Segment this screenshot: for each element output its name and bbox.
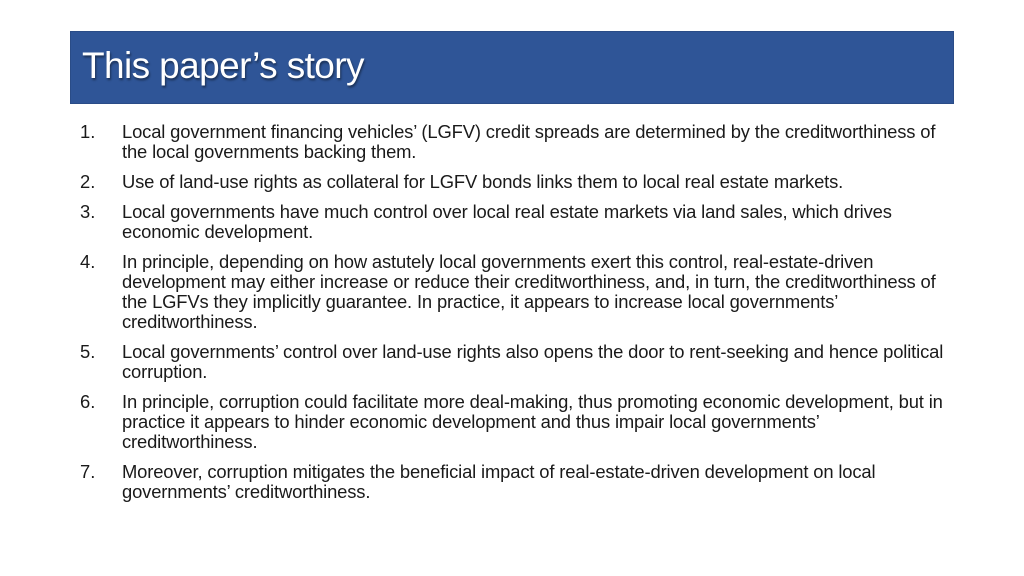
title-bar: [70, 31, 954, 104]
list-item: [80, 172, 950, 192]
list-item-text: Use of land-use rights as collateral for LGFV bonds links them to local real estate markets.: [122, 171, 844, 192]
list-item-number: 3.: [80, 201, 96, 222]
list-item: [80, 252, 950, 332]
story-list: [80, 122, 950, 512]
list-item: [80, 202, 950, 242]
list-item: [80, 462, 950, 502]
list-item-text: Moreover, corruption mitigates the beneficial impact of real-estate-driven development on local governments’ creditworthiness.: [122, 461, 876, 502]
list-item-number: 6.: [80, 391, 96, 412]
list-item-number: 1.: [80, 121, 96, 142]
list-item-number: 5.: [80, 341, 96, 362]
list-item-number: 2.: [80, 171, 96, 192]
list-item: [80, 122, 950, 162]
list-item-text: Local government financing vehicles’ (LGFV) credit spreads are determined by the creditworthiness of the local governments backing them.: [122, 121, 936, 162]
list-item-text: Local governments have much control over local real estate markets via land sales, which drives economic development.: [122, 201, 892, 242]
list-item-text: In principle, depending on how astutely local governments exert this control, real-estate-driven development may either increase or reduce their creditworthiness, and, in turn, the creditworthiness of the LGFVs they implicitly guarantee. In practice, it appears to increase local governments’ creditworthiness.: [122, 251, 936, 332]
list-item-text: Local governments’ control over land-use rights also opens the door to rent-seeking and hence political corruption.: [122, 341, 944, 382]
list-item: [80, 392, 950, 452]
list-item-number: 4.: [80, 251, 96, 272]
list-item-number: 7.: [80, 461, 96, 482]
slide-title: This paper’s story: [82, 45, 364, 86]
list-item: [80, 342, 950, 382]
list-item-text: In principle, corruption could facilitate more deal-making, thus promoting economic development, but in practice it appears to hinder economic development and thus impair local governments’ creditworthiness.: [122, 391, 943, 452]
